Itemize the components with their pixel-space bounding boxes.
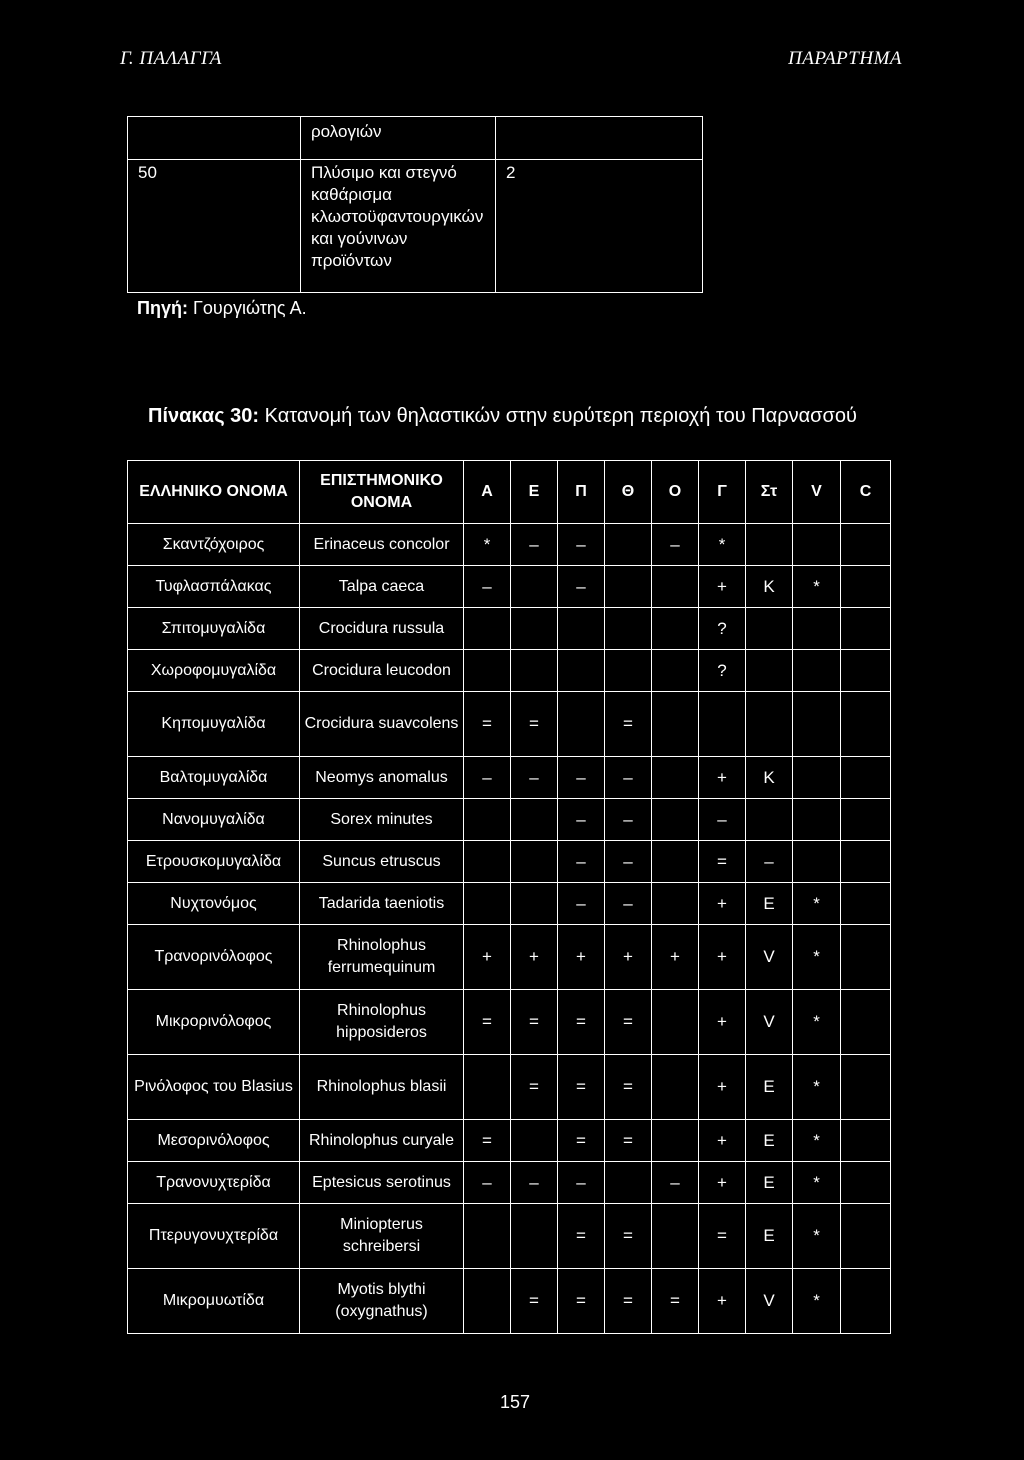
- status-cell: [464, 883, 511, 925]
- status-cell: +: [558, 925, 605, 990]
- status-cell: [652, 883, 699, 925]
- status-cell: =: [605, 1055, 652, 1120]
- status-cell: [605, 650, 652, 692]
- page-number: 157: [500, 1392, 531, 1412]
- status-cell: –: [464, 566, 511, 608]
- status-cell: =: [699, 1204, 746, 1269]
- scientific-name-cell: Suncus etruscus: [300, 841, 464, 883]
- status-cell: [652, 990, 699, 1055]
- scientific-name-cell: Crocidura suavcolens: [300, 692, 464, 757]
- status-cell: E: [746, 1204, 793, 1269]
- status-cell: [652, 757, 699, 799]
- table-row: [128, 883, 891, 925]
- status-cell: –: [605, 883, 652, 925]
- table-cell: Πλύσιμο και στεγνό καθάρισμα κλωστοϋφαντουργικών και γούνινων προϊόντων: [301, 160, 496, 293]
- table-row: [128, 841, 891, 883]
- status-cell: [652, 650, 699, 692]
- status-cell: [511, 841, 558, 883]
- status-cell: [841, 883, 891, 925]
- greek-name-cell: Μεσορινόλοφος: [128, 1120, 300, 1162]
- table-row: [128, 990, 891, 1055]
- status-cell: –: [652, 524, 699, 566]
- status-cell: V: [746, 990, 793, 1055]
- column-header: Ε: [511, 461, 558, 524]
- scientific-name-cell: Rhinolophus ferrumequinum: [300, 925, 464, 990]
- status-cell: –: [605, 757, 652, 799]
- status-cell: +: [699, 1269, 746, 1334]
- status-cell: =: [652, 1269, 699, 1334]
- status-cell: –: [558, 524, 605, 566]
- table-caption: [148, 405, 857, 428]
- greek-name-cell: Σκαντζόχοιρος: [128, 524, 300, 566]
- source-text: Γουργιώτης Α.: [188, 298, 307, 318]
- status-cell: *: [793, 566, 841, 608]
- status-cell: –: [605, 841, 652, 883]
- status-cell: *: [793, 1204, 841, 1269]
- status-cell: –: [558, 883, 605, 925]
- status-cell: =: [605, 692, 652, 757]
- status-cell: *: [793, 1055, 841, 1120]
- running-header-section: ΠΑΡΑΡΤΗΜΑ: [788, 48, 902, 69]
- table-row: [128, 117, 703, 160]
- status-cell: [793, 841, 841, 883]
- status-cell: K: [746, 757, 793, 799]
- status-cell: [652, 1204, 699, 1269]
- status-cell: –: [464, 1162, 511, 1204]
- status-cell: [841, 1055, 891, 1120]
- status-cell: +: [652, 925, 699, 990]
- status-cell: [464, 608, 511, 650]
- scientific-name-cell: Rhinolophus hipposideros: [300, 990, 464, 1055]
- table-row: [128, 799, 891, 841]
- status-cell: [652, 1055, 699, 1120]
- status-cell: [511, 566, 558, 608]
- source-note: [137, 298, 307, 319]
- status-cell: =: [464, 1120, 511, 1162]
- status-cell: [558, 650, 605, 692]
- greek-name-cell: Μικρομυωτίδα: [128, 1269, 300, 1334]
- status-cell: ?: [699, 608, 746, 650]
- column-header: V: [793, 461, 841, 524]
- status-cell: +: [699, 990, 746, 1055]
- status-cell: [605, 608, 652, 650]
- table-row: [128, 1055, 891, 1120]
- status-cell: [652, 566, 699, 608]
- status-cell: [793, 692, 841, 757]
- greek-name-cell: Σπιτομυγαλίδα: [128, 608, 300, 650]
- status-cell: E: [746, 1162, 793, 1204]
- status-cell: –: [558, 566, 605, 608]
- greek-name-cell: Τυφλασπάλακας: [128, 566, 300, 608]
- greek-name-cell: Νανομυγαλίδα: [128, 799, 300, 841]
- greek-name-cell: Βαλτομυγαλίδα: [128, 757, 300, 799]
- status-cell: [793, 608, 841, 650]
- status-cell: E: [746, 883, 793, 925]
- status-cell: [464, 650, 511, 692]
- status-cell: [841, 608, 891, 650]
- caption-text: Κατανομή των θηλαστικών στην ευρύτερη περιοχή του Παρνασσού: [259, 405, 857, 427]
- status-cell: =: [558, 990, 605, 1055]
- status-cell: [511, 608, 558, 650]
- greek-name-cell: Ρινόλοφος του Blasius: [128, 1055, 300, 1120]
- table-header-row: [128, 461, 891, 524]
- status-cell: E: [746, 1055, 793, 1120]
- status-cell: –: [511, 1162, 558, 1204]
- status-cell: =: [511, 692, 558, 757]
- table-row: [128, 1162, 891, 1204]
- status-cell: [652, 608, 699, 650]
- status-cell: [793, 650, 841, 692]
- status-cell: [841, 799, 891, 841]
- greek-name-cell: Νυχτονόμος: [128, 883, 300, 925]
- scientific-name-cell: Rhinolophus curyale: [300, 1120, 464, 1162]
- previous-table-fragment: [127, 116, 703, 293]
- column-header: Θ: [605, 461, 652, 524]
- status-cell: [605, 524, 652, 566]
- status-cell: [464, 1204, 511, 1269]
- status-cell: =: [558, 1120, 605, 1162]
- status-cell: [464, 1269, 511, 1334]
- caption-label: Πίνακας 30:: [148, 405, 260, 427]
- scientific-name-cell: Miniopterus schreibersi: [300, 1204, 464, 1269]
- status-cell: E: [746, 1120, 793, 1162]
- status-cell: [841, 1204, 891, 1269]
- status-cell: *: [793, 883, 841, 925]
- status-cell: [558, 692, 605, 757]
- table-cell: [128, 117, 301, 160]
- status-cell: [746, 524, 793, 566]
- table-row: [128, 757, 891, 799]
- status-cell: +: [699, 566, 746, 608]
- status-cell: =: [558, 1204, 605, 1269]
- table-row: [128, 524, 891, 566]
- status-cell: [793, 799, 841, 841]
- column-header: ΕΛΛΗΝΙΚΟ ΟΝΟΜΑ: [128, 461, 300, 524]
- status-cell: [558, 608, 605, 650]
- scientific-name-cell: Neomys anomalus: [300, 757, 464, 799]
- status-cell: +: [699, 757, 746, 799]
- status-cell: *: [793, 1162, 841, 1204]
- status-cell: [605, 566, 652, 608]
- table-cell: 2: [496, 160, 703, 293]
- status-cell: –: [558, 841, 605, 883]
- status-cell: =: [558, 1269, 605, 1334]
- greek-name-cell: Χωροφομυγαλίδα: [128, 650, 300, 692]
- table-row: [128, 1204, 891, 1269]
- status-cell: [464, 841, 511, 883]
- status-cell: [841, 1120, 891, 1162]
- scientific-name-cell: Crocidura russula: [300, 608, 464, 650]
- status-cell: [652, 1120, 699, 1162]
- table-row: [128, 692, 891, 757]
- status-cell: +: [511, 925, 558, 990]
- status-cell: +: [605, 925, 652, 990]
- status-cell: [699, 692, 746, 757]
- column-header: ΕΠΙΣΤΗΜΟΝΙΚΟ ΟΝΟΜΑ: [300, 461, 464, 524]
- column-header: Γ: [699, 461, 746, 524]
- status-cell: *: [699, 524, 746, 566]
- table-row: [128, 650, 891, 692]
- status-cell: [841, 841, 891, 883]
- status-cell: [841, 650, 891, 692]
- scientific-name-cell: Tadarida taeniotis: [300, 883, 464, 925]
- column-header: Στ: [746, 461, 793, 524]
- status-cell: *: [793, 1120, 841, 1162]
- status-cell: [841, 566, 891, 608]
- status-cell: –: [652, 1162, 699, 1204]
- status-cell: [793, 757, 841, 799]
- status-cell: –: [511, 524, 558, 566]
- status-cell: =: [464, 990, 511, 1055]
- status-cell: [746, 650, 793, 692]
- status-cell: –: [605, 799, 652, 841]
- status-cell: –: [558, 1162, 605, 1204]
- status-cell: =: [605, 990, 652, 1055]
- status-cell: [605, 1162, 652, 1204]
- status-cell: [511, 883, 558, 925]
- status-cell: [511, 1120, 558, 1162]
- status-cell: [464, 1055, 511, 1120]
- table-cell: ρολογιών: [301, 117, 496, 160]
- scientific-name-cell: Erinaceus concolor: [300, 524, 464, 566]
- status-cell: [841, 757, 891, 799]
- table-row: [128, 1120, 891, 1162]
- status-cell: =: [605, 1204, 652, 1269]
- column-header: Π: [558, 461, 605, 524]
- status-cell: +: [699, 1120, 746, 1162]
- status-cell: =: [605, 1269, 652, 1334]
- table-row: [128, 608, 891, 650]
- status-cell: –: [558, 757, 605, 799]
- status-cell: [841, 990, 891, 1055]
- greek-name-cell: Τρανονυχτερίδα: [128, 1162, 300, 1204]
- table-cell: 50: [128, 160, 301, 293]
- status-cell: =: [605, 1120, 652, 1162]
- status-cell: –: [464, 757, 511, 799]
- status-cell: [841, 925, 891, 990]
- status-cell: V: [746, 925, 793, 990]
- scientific-name-cell: Talpa caeca: [300, 566, 464, 608]
- status-cell: =: [464, 692, 511, 757]
- scientific-name-cell: Eptesicus serotinus: [300, 1162, 464, 1204]
- greek-name-cell: Τρανορινόλοφος: [128, 925, 300, 990]
- status-cell: [511, 799, 558, 841]
- running-header-author: Γ. ΠΑΛΑΓΓΑ: [120, 48, 222, 69]
- status-cell: –: [558, 799, 605, 841]
- scientific-name-cell: Sorex minutes: [300, 799, 464, 841]
- greek-name-cell: Ετρουσκομυγαλίδα: [128, 841, 300, 883]
- status-cell: =: [511, 1269, 558, 1334]
- status-cell: [511, 650, 558, 692]
- status-cell: [746, 692, 793, 757]
- status-cell: ?: [699, 650, 746, 692]
- status-cell: [793, 524, 841, 566]
- table-row: [128, 160, 703, 293]
- status-cell: [652, 841, 699, 883]
- status-cell: =: [511, 990, 558, 1055]
- greek-name-cell: Μικρορινόλοφος: [128, 990, 300, 1055]
- table-row: [128, 925, 891, 990]
- table-row: [128, 566, 891, 608]
- scientific-name-cell: Crocidura leucodon: [300, 650, 464, 692]
- status-cell: =: [511, 1055, 558, 1120]
- status-cell: –: [511, 757, 558, 799]
- status-cell: [652, 799, 699, 841]
- status-cell: +: [699, 1055, 746, 1120]
- status-cell: +: [699, 883, 746, 925]
- status-cell: [652, 692, 699, 757]
- status-cell: [841, 1269, 891, 1334]
- status-cell: [746, 608, 793, 650]
- status-cell: +: [699, 925, 746, 990]
- status-cell: [746, 799, 793, 841]
- status-cell: –: [746, 841, 793, 883]
- status-cell: =: [558, 1055, 605, 1120]
- source-label: Πηγή:: [137, 298, 188, 318]
- table-cell: [496, 117, 703, 160]
- status-cell: +: [699, 1162, 746, 1204]
- status-cell: *: [793, 1269, 841, 1334]
- column-header: Α: [464, 461, 511, 524]
- status-cell: *: [793, 990, 841, 1055]
- scientific-name-cell: Myotis blythi (oxygnathus): [300, 1269, 464, 1334]
- status-cell: [841, 692, 891, 757]
- status-cell: [841, 524, 891, 566]
- status-cell: +: [464, 925, 511, 990]
- table-row: [128, 1269, 891, 1334]
- column-header: Ο: [652, 461, 699, 524]
- mammals-distribution-table: [127, 460, 891, 1334]
- status-cell: [511, 1204, 558, 1269]
- status-cell: K: [746, 566, 793, 608]
- column-header: C: [841, 461, 891, 524]
- greek-name-cell: Κηπομυγαλίδα: [128, 692, 300, 757]
- greek-name-cell: Πτερυγονυχτερίδα: [128, 1204, 300, 1269]
- status-cell: *: [464, 524, 511, 566]
- status-cell: =: [699, 841, 746, 883]
- status-cell: V: [746, 1269, 793, 1334]
- status-cell: [464, 799, 511, 841]
- scientific-name-cell: Rhinolophus blasii: [300, 1055, 464, 1120]
- status-cell: –: [699, 799, 746, 841]
- status-cell: [841, 1162, 891, 1204]
- status-cell: *: [793, 925, 841, 990]
